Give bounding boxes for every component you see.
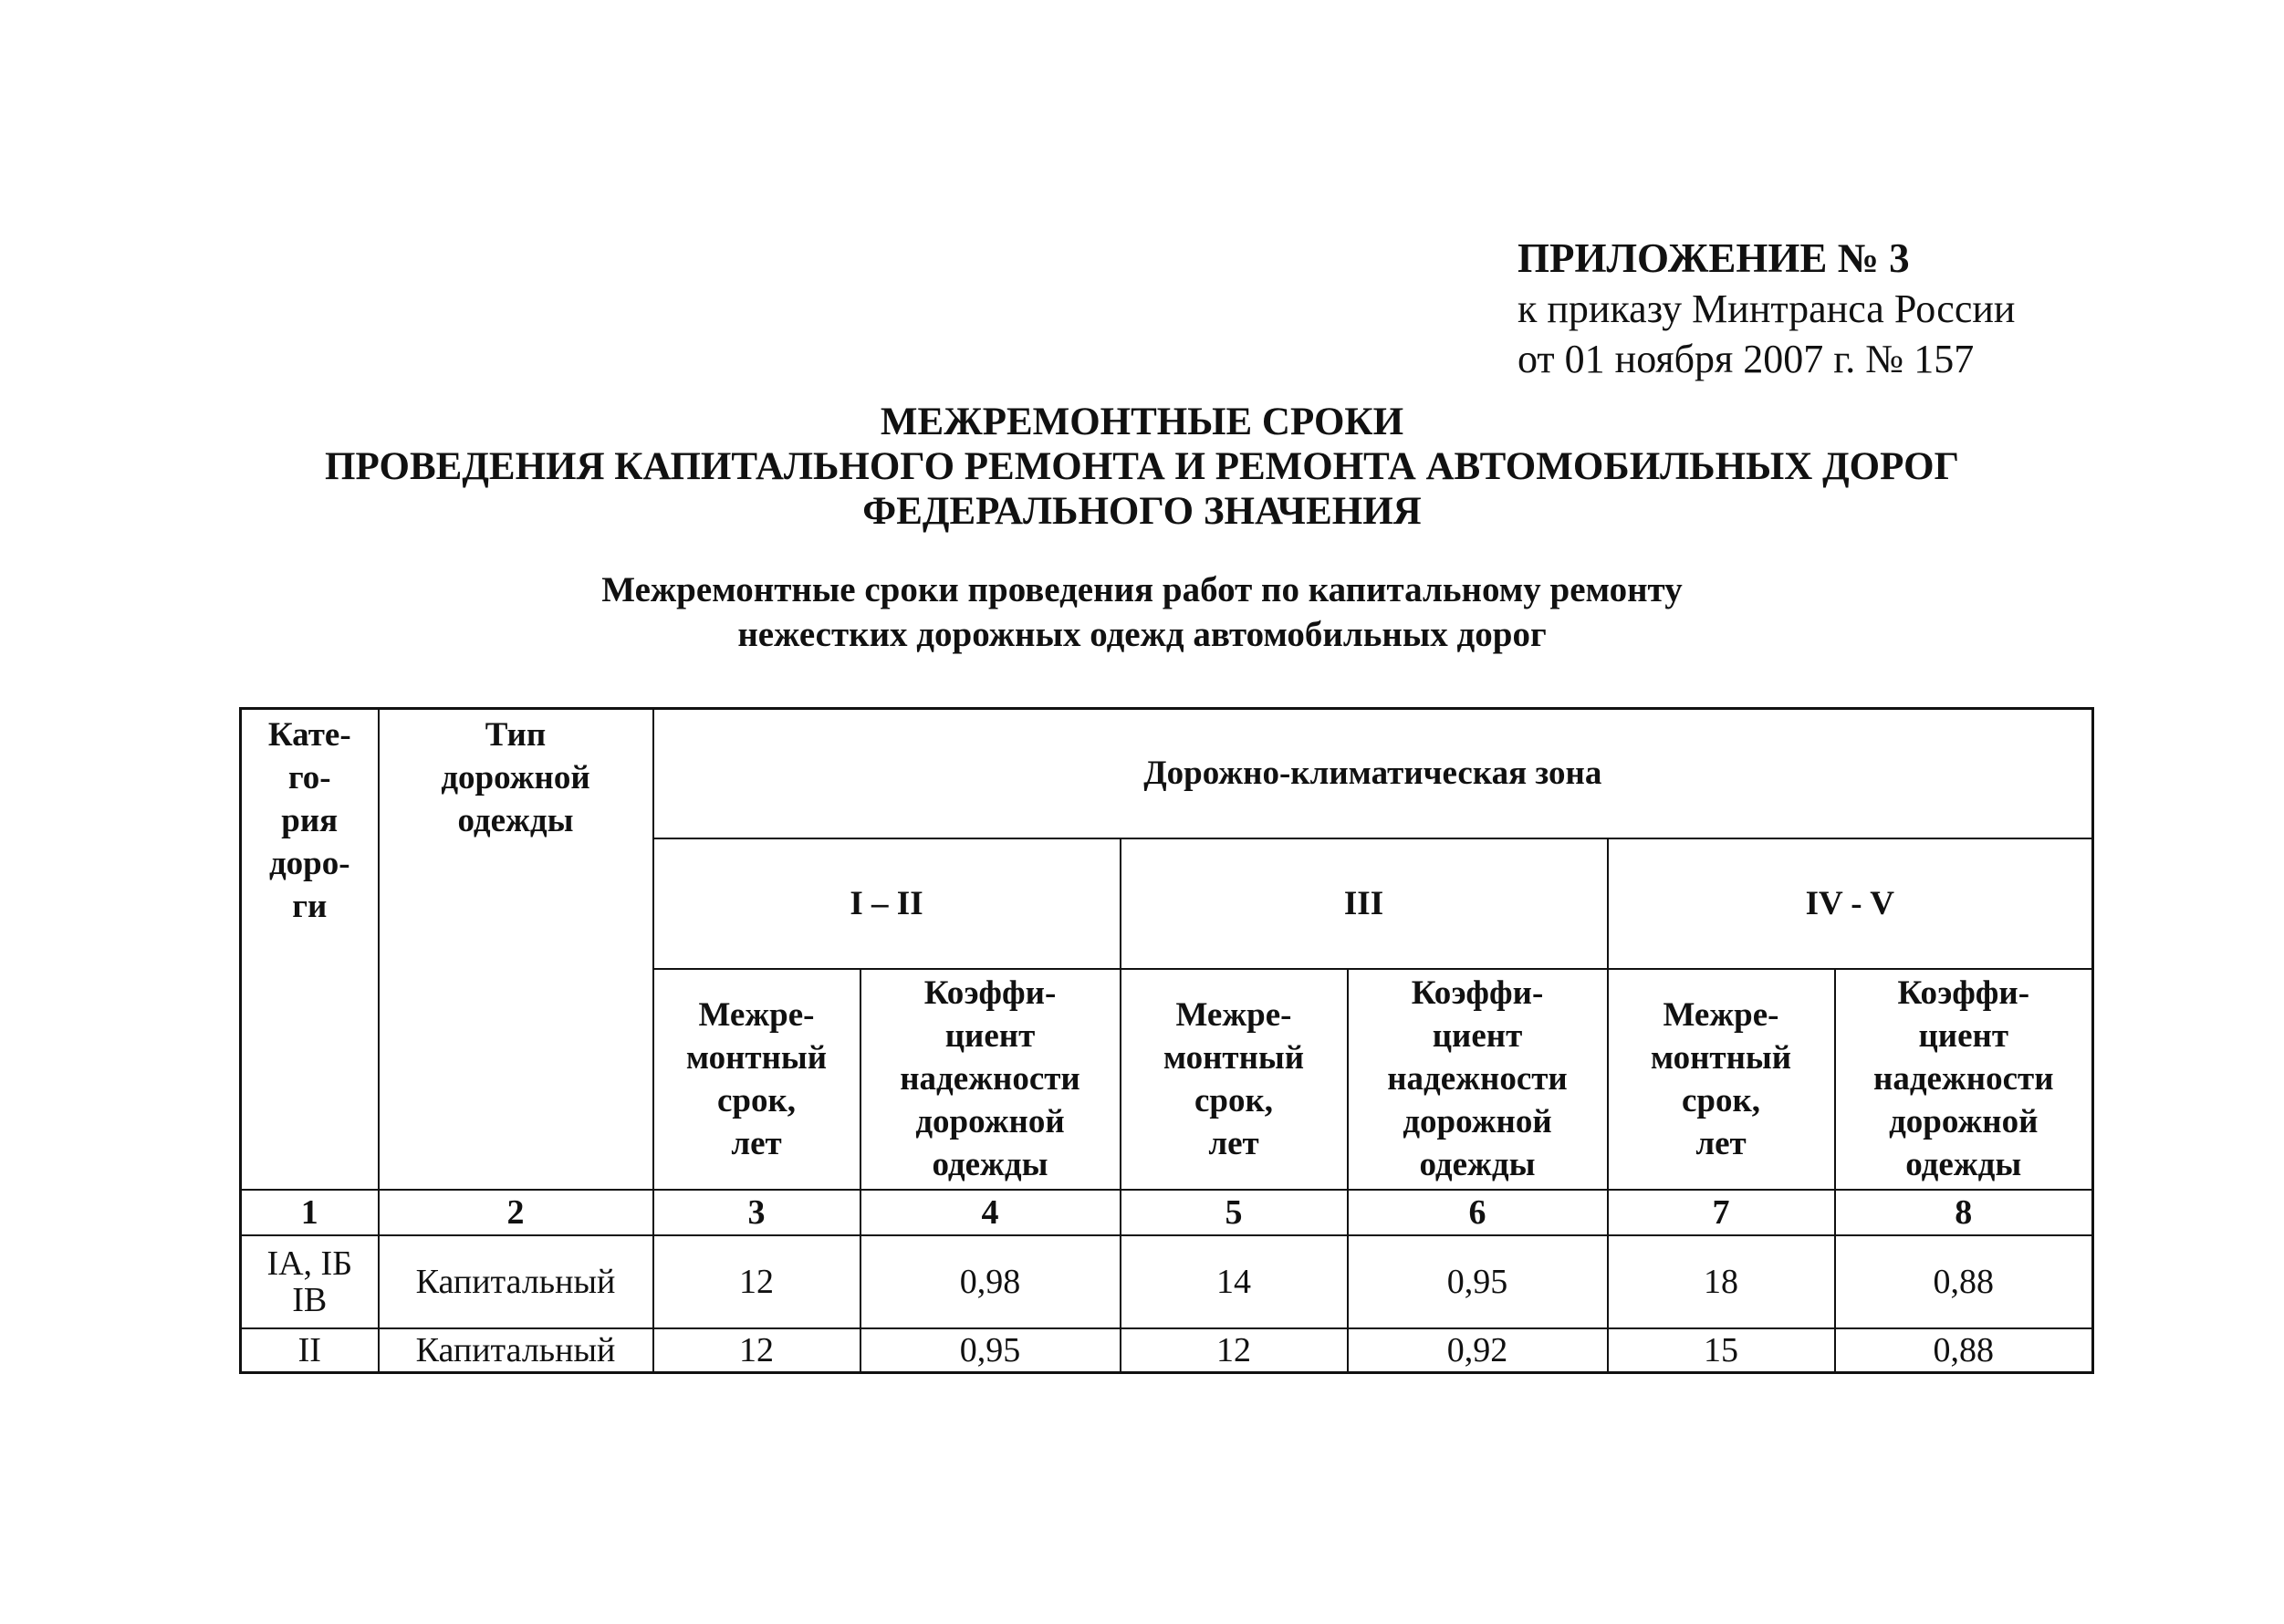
row-pavement-type: Капитальный [379,1328,653,1373]
column-number-row [241,1190,2093,1235]
header-type-line: Тип [485,716,547,754]
header-category-line: доро- [268,845,350,882]
row-category-line: IB [292,1280,328,1319]
header-coef-line: одежды [1419,1146,1536,1183]
header-term-line: лет [1208,1124,1259,1162]
column-number: 1 [241,1190,379,1235]
row-coef-zone-3: 0,92 [1348,1328,1608,1373]
header-row-zone [241,709,2093,838]
header-term-line: срок, [716,1081,797,1119]
header-coef-line: одежды [932,1146,1048,1183]
header-coef-line: одежды [1905,1146,2022,1183]
header-coef-line: циент [944,1017,1036,1055]
header-term-zone-4-5 [1608,969,1835,1190]
caption-line-2: нежестких дорожных одежд автомобильных дорог [737,615,1547,654]
row-category [241,1235,379,1328]
header-term-line: лет [1695,1124,1747,1162]
header-term-line: Межре- [698,995,815,1034]
header-term-zone-3 [1121,969,1348,1190]
repair-terms-table [239,707,2094,1374]
row-term-zone-3: 14 [1121,1235,1348,1328]
header-climate-zone: Дорожно-климатическая зона [653,709,2093,838]
header-term-zone-1-2 [653,969,860,1190]
header-category [241,709,379,1190]
row-coef-zone-1-2: 0,98 [860,1235,1121,1328]
header-term-line: лет [731,1124,782,1162]
title-line-3: ФЕДЕРАЛЬНОГО ЗНАЧЕНИЯ [862,490,1422,533]
column-number: 8 [1835,1190,2093,1235]
header-category-line: го- [287,759,331,796]
row-term-zone-1-2: 12 [653,1328,860,1373]
table-caption [0,567,2284,657]
header-zone-3: III [1121,838,1608,969]
header-type-line: одежды [457,802,574,839]
appendix-block [1517,234,2015,384]
row-coef-zone-4-5: 0,88 [1835,1235,2093,1328]
header-coef-line: дорожной [915,1103,1065,1140]
header-term-line: Межре- [1663,995,1779,1034]
header-category-line: ги [292,888,328,925]
row-term-zone-4-5: 15 [1608,1328,1835,1373]
header-coef-line: надежности [1387,1060,1568,1098]
row-category-line: IA, IБ [266,1244,353,1283]
header-coef-zone-4-5 [1835,969,2093,1190]
header-category-line: Кате- [267,716,351,754]
column-number: 7 [1608,1190,1835,1235]
appendix-order-line: к приказу Минтранса России [1517,286,2016,331]
header-pavement-type [379,709,653,1190]
table-row [241,1328,2093,1373]
header-term-line: срок, [1681,1081,1761,1119]
column-number: 5 [1121,1190,1348,1235]
appendix-date-line: от 01 ноября 2007 г. № 157 [1517,337,1975,381]
header-zone-4-5: IV - V [1608,838,2093,969]
header-term-line: монтный [1650,1038,1792,1077]
header-coef-zone-3 [1348,969,1608,1190]
row-category-line: II [297,1330,321,1369]
header-coef-line: Коэффи- [1411,974,1544,1012]
row-coef-zone-1-2: 0,95 [860,1328,1121,1373]
column-number: 6 [1348,1190,1608,1235]
table-row [241,1235,2093,1328]
header-term-line: монтный [685,1038,828,1077]
header-coef-line: циент [1918,1017,2009,1055]
row-category [241,1328,379,1373]
header-coef-line: Коэффи- [1897,974,2030,1012]
column-number: 2 [379,1190,653,1235]
appendix-title: ПРИЛОЖЕНИЕ № 3 [1517,235,1910,281]
header-coef-zone-1-2 [860,969,1121,1190]
header-zone-1-2: I – II [653,838,1121,969]
header-coef-line: дорожной [1889,1103,2039,1140]
document-title [0,400,2284,534]
header-coef-line: Коэффи- [923,974,1057,1012]
row-term-zone-4-5: 18 [1608,1235,1835,1328]
column-number: 3 [653,1190,860,1235]
title-line-1: МЕЖРЕМОНТНЫЕ СРОКИ [880,401,1404,443]
header-term-line: Межре- [1175,995,1292,1034]
row-coef-zone-3: 0,95 [1348,1235,1608,1328]
header-term-line: монтный [1163,1038,1305,1077]
row-term-zone-3: 12 [1121,1328,1348,1373]
header-coef-line: циент [1432,1017,1523,1055]
caption-line-1: Межремонтные сроки проведения работ по капитальному ремонту [601,570,1683,609]
header-type-line: дорожной [441,759,590,796]
header-category-line: рия [281,802,339,839]
row-coef-zone-4-5: 0,88 [1835,1328,2093,1373]
header-coef-line: надежности [900,1060,1080,1098]
header-term-line: срок, [1194,1081,1274,1119]
title-line-2: ПРОВЕДЕНИЯ КАПИТАЛЬНОГО РЕМОНТА И РЕМОНТА АВТОМОБИЛЬНЫХ ДОРОГ [325,445,1959,488]
header-coef-line: надежности [1873,1060,2054,1098]
header-coef-line: дорожной [1403,1103,1552,1140]
row-term-zone-1-2: 12 [653,1235,860,1328]
column-number: 4 [860,1190,1121,1235]
row-pavement-type: Капитальный [379,1235,653,1328]
